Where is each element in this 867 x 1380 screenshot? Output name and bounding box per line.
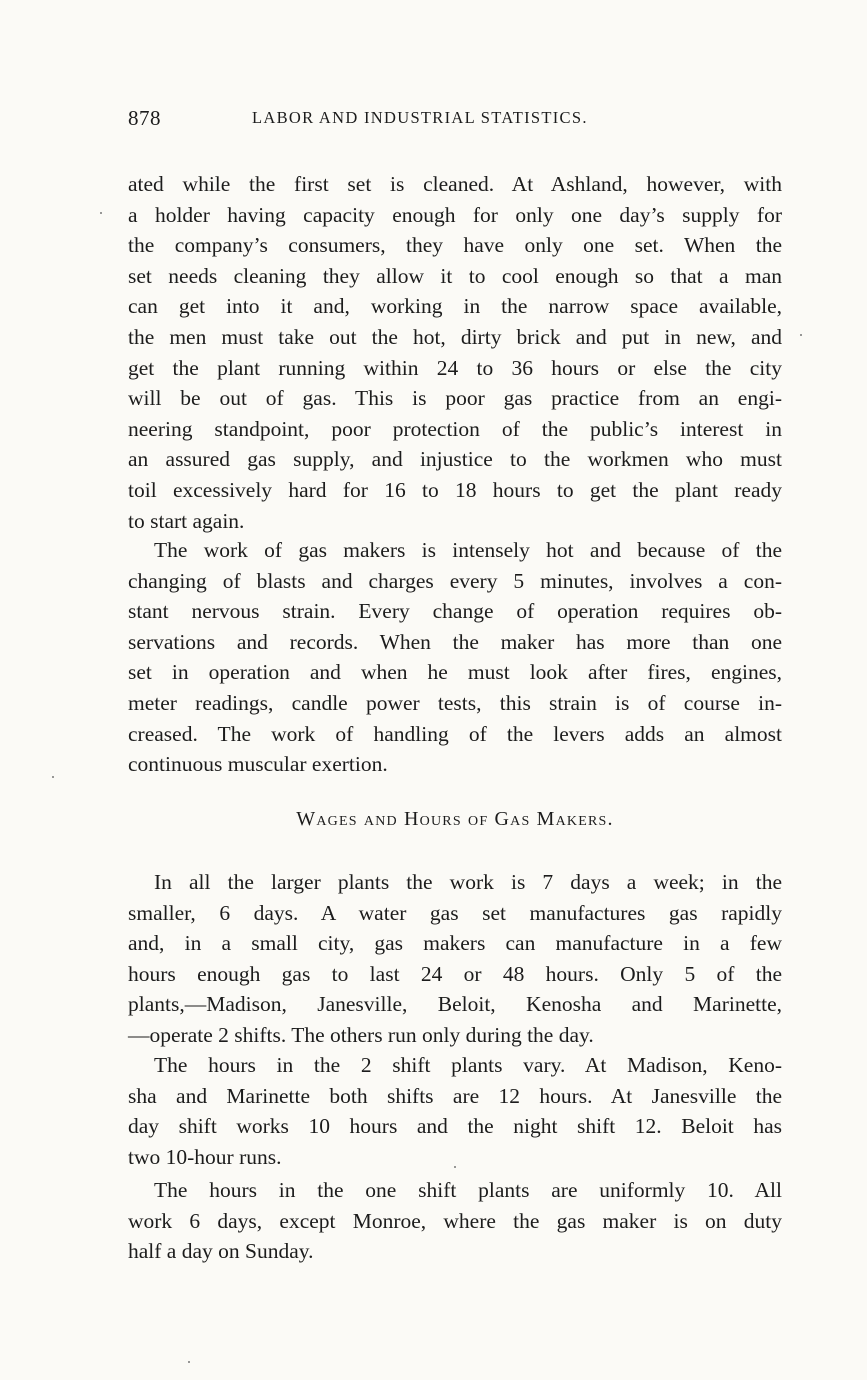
- text-line: the men must take out the hot, dirty brick and put in new, and: [128, 324, 782, 349]
- page-number: 878: [128, 106, 161, 130]
- text-line: smaller, 6 days. A water gas set manufactures gas rapidly: [128, 900, 782, 925]
- text-line: to start again.: [128, 508, 245, 533]
- print-speck: [454, 1166, 456, 1168]
- paragraph-4: [128, 1050, 782, 1172]
- text-line: an assured gas supply, and injustice to the workmen who must: [128, 447, 782, 472]
- text-line: can get into it and, working in the narrow space available,: [128, 294, 782, 319]
- text-line: plants,—Madison, Janesville, Beloit, Kenosha and Marinette,: [128, 992, 782, 1017]
- text-line: a holder having capacity enough for only one day’s supply for: [128, 202, 782, 227]
- text-line: will be out of gas. This is poor gas practice from an engi-: [128, 386, 782, 411]
- text-line: The hours in the 2 shift plants vary. At Madison, Keno-: [154, 1053, 782, 1077]
- paragraph-3: [128, 867, 782, 1051]
- text-line: meter readings, candle power tests, this strain is of course in-: [128, 690, 782, 715]
- text-line: two 10-hour runs.: [128, 1144, 282, 1169]
- print-speck: [188, 1361, 190, 1363]
- text-line: The hours in the one shift plants are uniformly 10. All: [154, 1178, 782, 1202]
- section-heading: Wages and Hours of Gas Makers.: [296, 808, 614, 830]
- text-line: get the plant running within 24 to 36 hours or else the city: [128, 355, 782, 380]
- text-line: day shift works 10 hours and the night shift 12. Beloit has: [128, 1114, 782, 1139]
- text-line: toil excessively hard for 16 to 18 hours to get the plant ready: [128, 477, 782, 502]
- text-line: changing of blasts and charges every 5 minutes, involves a con-: [128, 568, 782, 593]
- text-line: neering standpoint, poor protection of the public’s interest in: [128, 416, 782, 441]
- text-line: stant nervous strain. Every change of operation requires ob-: [128, 599, 782, 624]
- text-line: ated while the first set is cleaned. At Ashland, however, with: [128, 172, 782, 196]
- running-head: [128, 106, 782, 136]
- paragraph-2: [128, 535, 782, 780]
- text-line: work 6 days, except Monroe, where the gas maker is on duty: [128, 1208, 782, 1233]
- text-line: creased. The work of handling of the levers adds an almost: [128, 721, 782, 746]
- text-line: the company’s consumers, they have only one set. When the: [128, 233, 782, 258]
- text-line: The work of gas makers is intensely hot and because of the: [154, 538, 782, 562]
- print-speck: [52, 776, 54, 778]
- running-title: LABOR AND INDUSTRIAL STATISTICS.: [252, 108, 588, 127]
- text-line: set needs cleaning they allow it to cool enough so that a man: [128, 263, 782, 288]
- print-speck: [800, 334, 802, 336]
- text-line: and, in a small city, gas makers can manufacture in a few: [128, 931, 782, 956]
- text-line: hours enough gas to last 24 or 48 hours. Only 5 of the: [128, 961, 782, 986]
- print-speck: [100, 212, 102, 214]
- text-line: servations and records. When the maker has more than one: [128, 629, 782, 654]
- text-line: set in operation and when he must look after fires, engines,: [128, 660, 782, 685]
- text-line: sha and Marinette both shifts are 12 hours. At Janesville the: [128, 1083, 782, 1108]
- paragraph-1: [128, 169, 782, 536]
- text-line: half a day on Sunday.: [128, 1239, 314, 1264]
- paragraph-5: [128, 1175, 782, 1267]
- text-line: —operate 2 shifts. The others run only during the day.: [128, 1022, 594, 1047]
- text-line: In all the larger plants the work is 7 days a week; in the: [154, 870, 782, 894]
- text-line: continuous muscular exertion.: [128, 752, 388, 777]
